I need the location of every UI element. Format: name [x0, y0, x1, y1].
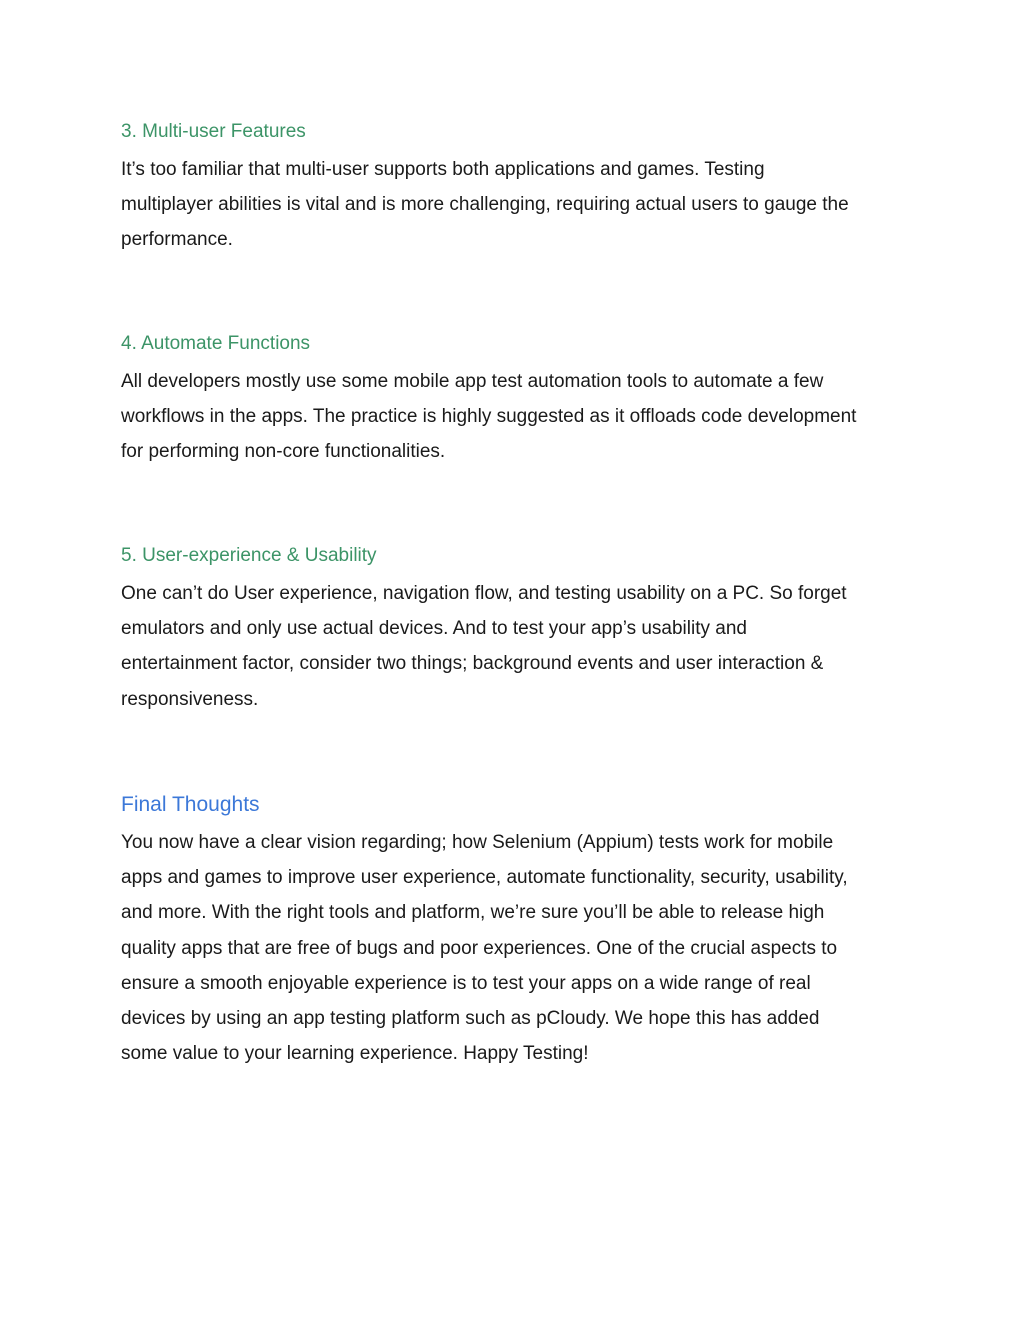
final-thoughts-paragraph: [121, 825, 911, 1071]
section-heading: 5. User-experience & Usability: [121, 545, 377, 566]
paragraph-line: some value to your learning experience. Happy Testing!: [121, 1043, 589, 1065]
paragraph-line: emulators and only use actual devices. And to test your app’s usability and: [121, 618, 747, 640]
paragraph-line: One can’t do User experience, navigation flow, and testing usability on a PC. So forget: [121, 583, 847, 604]
paragraph-line: All developers mostly use some mobile app test automation tools to automate a few: [121, 371, 824, 392]
section-paragraph: [121, 152, 911, 258]
section-paragraph: [121, 576, 911, 717]
paragraph-line: and more. With the right tools and platform, we’re sure you’ll be able to release high: [121, 902, 825, 924]
final-thoughts-heading: Final Thoughts: [121, 793, 260, 816]
paragraph-line: entertainment factor, consider two things; background events and user interaction &: [121, 653, 824, 675]
paragraph-line: performance.: [121, 229, 233, 251]
paragraph-line: responsiveness.: [121, 688, 259, 710]
paragraph-line: apps and games to improve user experience, automate functionality, security, usability,: [121, 867, 848, 889]
section-paragraph: [121, 364, 911, 470]
section-final-thoughts: [121, 792, 911, 1071]
section-heading: 4. Automate Functions: [121, 333, 311, 354]
section-multi-user-features: [121, 120, 911, 258]
paragraph-line: devices by using an app testing platform such as pCloudy. We hope this has added: [121, 1008, 820, 1030]
paragraph-line: ensure a smooth enjoyable experience is to test your apps on a wide range of real: [121, 972, 811, 994]
paragraph-line: workflows in the apps. The practice is highly suggested as it offloads code development: [121, 406, 857, 428]
section-automate-functions: [121, 332, 911, 470]
paragraph-line: It’s too familiar that multi-user supports both applications and games. Testing: [121, 159, 765, 180]
paragraph-line: for performing non-core functionalities.: [121, 441, 446, 463]
section-user-experience-usability: [121, 544, 911, 717]
paragraph-line: quality apps that are free of bugs and poor experiences. One of the crucial aspects to: [121, 937, 838, 959]
paragraph-line: You now have a clear vision regarding; how Selenium (Appium) tests work for mobile: [121, 832, 834, 853]
section-heading: 3. Multi-user Features: [121, 121, 306, 142]
paragraph-line: multiplayer abilities is vital and is more challenging, requiring actual users to gauge the: [121, 194, 849, 216]
